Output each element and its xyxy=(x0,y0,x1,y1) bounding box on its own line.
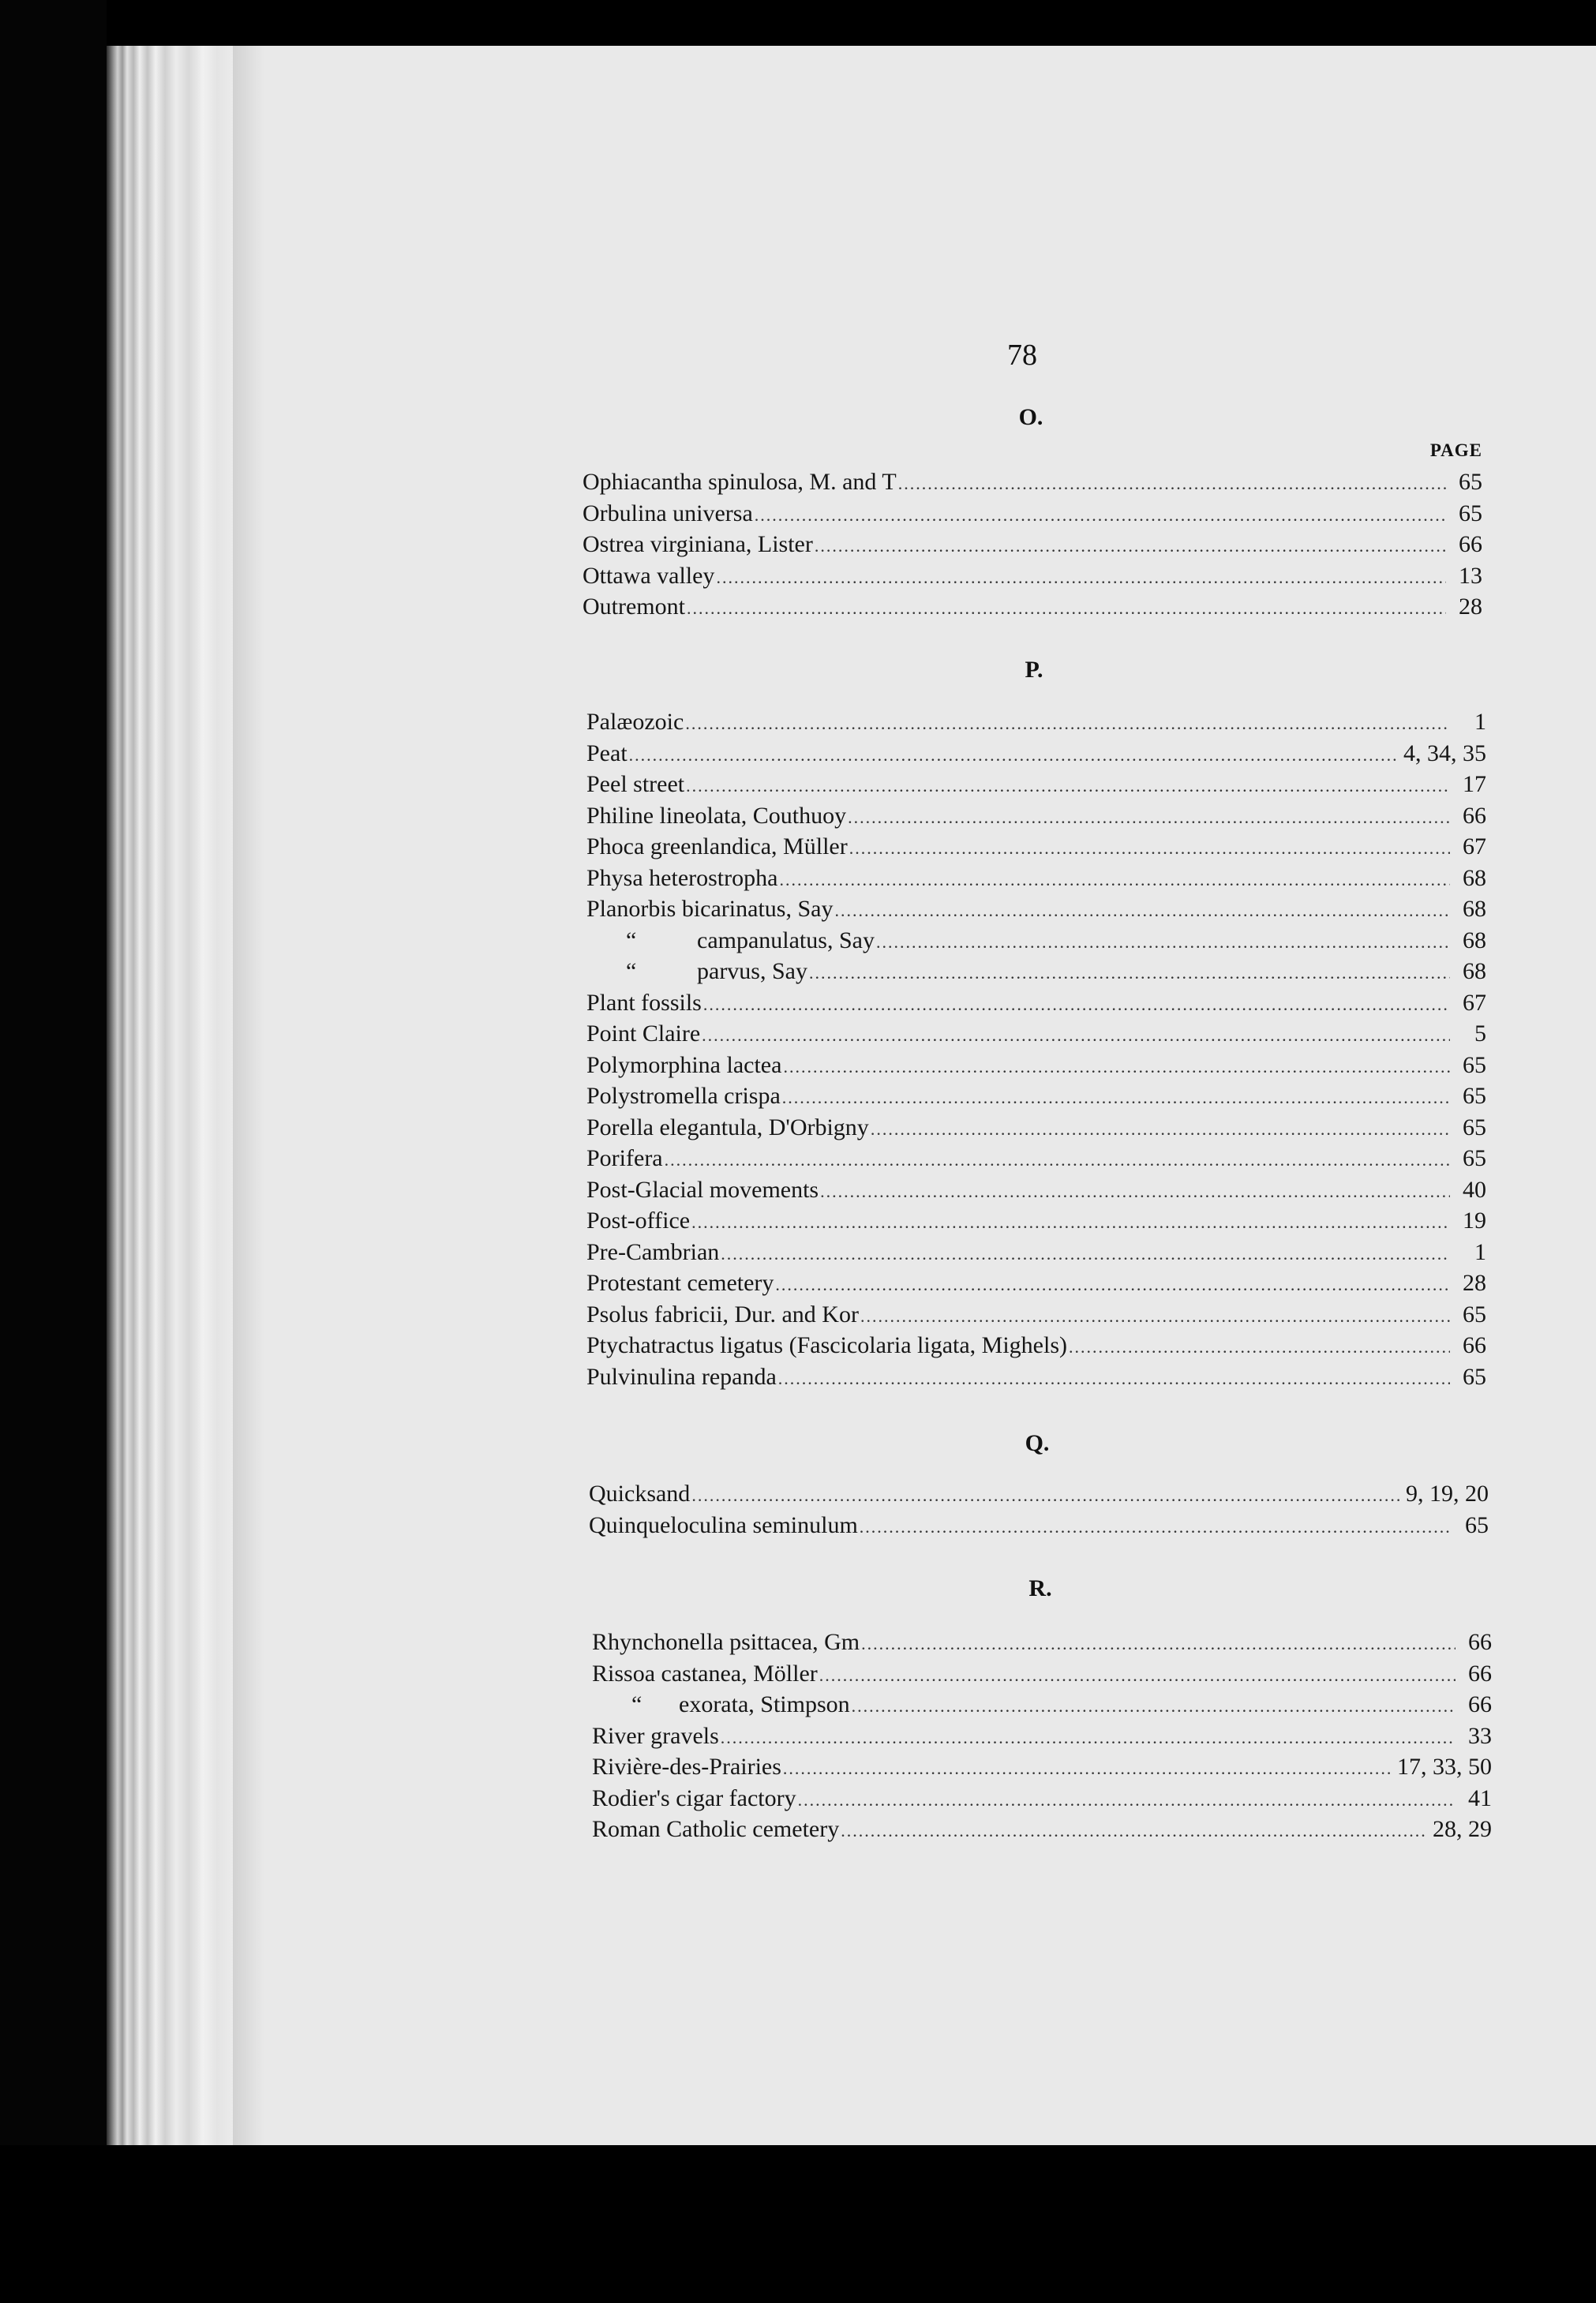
index-entry xyxy=(589,1512,1489,1544)
index-entry xyxy=(583,531,1482,563)
index-entry xyxy=(583,500,1482,532)
entry-name: Psolus fabricii, Dur. and Kor xyxy=(586,1301,859,1328)
index-entry xyxy=(586,1020,1486,1052)
dot-leader xyxy=(861,1634,1456,1654)
entry-pages: 66 xyxy=(1463,802,1486,829)
dot-leader xyxy=(686,776,1450,796)
dot-leader xyxy=(721,1728,1456,1748)
entry-name: Roman Catholic cemetery xyxy=(592,1816,840,1842)
index-entry xyxy=(592,1723,1492,1754)
index-entry xyxy=(586,1177,1486,1208)
entry-name: Phoca greenlandica, Müller xyxy=(586,833,848,859)
dot-leader xyxy=(778,1369,1450,1389)
entry-name: Rivière-des-Prairies xyxy=(592,1754,781,1780)
entry-name: Philine lineolata, Couthuoy xyxy=(586,802,847,829)
entry-pages: 1 xyxy=(1474,1238,1486,1265)
entry-pages: 41 xyxy=(1468,1784,1492,1811)
entry-pages: 66 xyxy=(1468,1691,1492,1717)
entry-name: campanulatus, Say xyxy=(697,927,875,953)
entry-pages: 66 xyxy=(1468,1660,1492,1687)
index-entry xyxy=(586,958,1486,990)
entry-pages: 67 xyxy=(1463,833,1486,859)
entry-pages: 40 xyxy=(1463,1176,1486,1203)
entry-pages: 65 xyxy=(1459,469,1482,495)
entry-pages: 5 xyxy=(1474,1020,1486,1047)
entry-pages: 33 xyxy=(1468,1722,1492,1749)
index-list-o xyxy=(583,469,1482,625)
scan-bottom-border xyxy=(0,2145,1596,2303)
index-entry xyxy=(586,1208,1486,1239)
entry-name: Point Claire xyxy=(586,1020,701,1047)
entry-pages: 9, 19, 20 xyxy=(1406,1481,1489,1507)
dot-leader xyxy=(815,536,1446,556)
dot-leader xyxy=(716,567,1446,588)
index-entry xyxy=(586,833,1486,865)
entry-pages: 66 xyxy=(1468,1629,1492,1655)
entry-pages: 65 xyxy=(1459,500,1482,526)
entry-name: Protestant cemetery xyxy=(586,1270,774,1296)
entry-pages: 28, 29 xyxy=(1433,1816,1492,1842)
entry-pages: 65 xyxy=(1463,1083,1486,1109)
scan-top-border xyxy=(0,0,1596,46)
entry-name: Rhynchonella psittacea, Gm xyxy=(592,1629,860,1655)
entry-pages: 66 xyxy=(1459,531,1482,557)
entry-pages: 68 xyxy=(1463,927,1486,953)
ditto-mark: “ xyxy=(626,927,637,953)
entry-pages: 17 xyxy=(1463,771,1486,797)
index-entry xyxy=(586,771,1486,803)
section-heading-o: O. xyxy=(1018,404,1043,430)
index-entry xyxy=(592,1691,1492,1723)
entry-name: parvus, Say xyxy=(697,958,807,984)
index-entry xyxy=(586,740,1486,772)
index-entry xyxy=(586,896,1486,927)
index-entry xyxy=(583,563,1482,594)
entry-name: Pre-Cambrian xyxy=(586,1238,720,1265)
index-entry xyxy=(586,1114,1486,1146)
index-entry xyxy=(586,1145,1486,1177)
entry-name: exorata, Stimpson xyxy=(679,1691,850,1717)
index-entry xyxy=(586,1301,1486,1333)
entry-pages: 68 xyxy=(1463,896,1486,922)
dot-leader xyxy=(687,598,1446,619)
dot-leader xyxy=(876,932,1450,953)
entry-name: Physa heterostropha xyxy=(586,864,778,891)
index-entry xyxy=(586,927,1486,959)
index-list-r xyxy=(592,1629,1492,1848)
entry-name: Orbulina universa xyxy=(583,500,753,526)
dot-leader xyxy=(783,1758,1392,1779)
entry-name: Peat xyxy=(586,740,628,766)
dot-leader xyxy=(860,1306,1450,1327)
index-entry xyxy=(592,1816,1492,1848)
entry-name-sub xyxy=(592,1691,850,1718)
section-heading-r: R. xyxy=(1028,1575,1052,1601)
dot-leader xyxy=(783,1057,1450,1077)
dot-leader xyxy=(779,870,1450,890)
scan-left-border xyxy=(0,0,107,2303)
index-entry xyxy=(583,469,1482,500)
entry-pages: 66 xyxy=(1463,1332,1486,1358)
entry-name: Ophiacantha spinulosa, M. and T xyxy=(583,469,897,495)
entry-name: Polymorphina lactea xyxy=(586,1051,782,1078)
dot-leader xyxy=(703,994,1450,1015)
dot-leader xyxy=(665,1150,1450,1170)
entry-name: Rissoa castanea, Möller xyxy=(592,1660,818,1687)
entry-pages: 65 xyxy=(1463,1114,1486,1140)
dot-leader xyxy=(852,1696,1456,1717)
dot-leader xyxy=(849,838,1450,859)
dot-leader xyxy=(1069,1337,1450,1357)
dot-leader xyxy=(841,1821,1428,1841)
index-entry xyxy=(586,990,1486,1021)
entry-pages: 65 xyxy=(1463,1051,1486,1078)
section-heading-p: P. xyxy=(1025,657,1043,683)
section-heading-q: Q. xyxy=(1025,1430,1050,1456)
entry-name: Outremont xyxy=(583,594,685,620)
dot-leader xyxy=(721,1244,1450,1264)
entry-name: Polystromella crispa xyxy=(586,1083,781,1109)
entry-name-sub xyxy=(586,927,875,954)
dot-leader xyxy=(691,1212,1450,1233)
book-page-edges xyxy=(107,46,233,2145)
entry-pages: 4, 34, 35 xyxy=(1403,740,1486,766)
index-entry xyxy=(592,1754,1492,1785)
ditto-mark: “ xyxy=(631,1691,643,1717)
index-entry xyxy=(586,865,1486,897)
dot-leader xyxy=(782,1088,1450,1108)
entry-name: Ptychatractus ligatus (Fascicolaria ligata, Mighels) xyxy=(586,1332,1067,1358)
entry-name: Ottawa valley xyxy=(583,562,715,589)
dot-leader xyxy=(848,807,1450,828)
entry-name-sub xyxy=(586,958,807,985)
dot-leader xyxy=(860,1517,1452,1537)
entry-pages: 65 xyxy=(1463,1363,1486,1390)
index-entry xyxy=(583,594,1482,625)
index-entry xyxy=(589,1481,1489,1512)
entry-pages: 17, 33, 50 xyxy=(1397,1754,1492,1780)
entry-name: Quicksand xyxy=(589,1481,691,1507)
dot-leader xyxy=(702,1025,1450,1046)
entry-pages: 28 xyxy=(1463,1270,1486,1296)
entry-pages: 65 xyxy=(1463,1301,1486,1328)
page-gutter-shadow xyxy=(233,46,264,2145)
dot-leader xyxy=(819,1665,1456,1686)
entry-name: Porella elegantula, D'Orbigny xyxy=(586,1114,869,1140)
index-entry xyxy=(586,1332,1486,1364)
entry-pages: 1 xyxy=(1474,709,1486,735)
entry-pages: 19 xyxy=(1463,1208,1486,1234)
dot-leader xyxy=(834,901,1450,921)
dot-leader xyxy=(898,474,1446,494)
dot-leader xyxy=(809,963,1450,983)
dot-leader xyxy=(775,1275,1450,1295)
dot-leader xyxy=(629,745,1399,766)
entry-name: Quinqueloculina seminulum xyxy=(589,1511,858,1538)
entry-pages: 68 xyxy=(1463,958,1486,984)
index-entry xyxy=(586,1364,1486,1395)
entry-name: Porifera xyxy=(586,1145,663,1171)
index-entry xyxy=(592,1785,1492,1817)
entry-name: Ostrea virginiana, Lister xyxy=(583,531,813,557)
index-list-q xyxy=(589,1481,1489,1543)
index-entry xyxy=(586,1052,1486,1084)
entry-pages: 65 xyxy=(1463,1145,1486,1171)
index-entry xyxy=(586,1270,1486,1301)
entry-name: Planorbis bicarinatus, Say xyxy=(586,896,834,922)
index-entry xyxy=(586,1083,1486,1114)
entry-pages: 68 xyxy=(1463,864,1486,891)
entry-name: Plant fossils xyxy=(586,989,702,1016)
index-entry xyxy=(586,803,1486,834)
dot-leader xyxy=(755,505,1446,526)
index-list-p xyxy=(586,709,1486,1395)
entry-name: Peel street xyxy=(586,771,685,797)
index-entry xyxy=(592,1661,1492,1692)
dot-leader xyxy=(685,713,1450,734)
entry-name: Post-Glacial movements xyxy=(586,1176,819,1203)
entry-name: Post-office xyxy=(586,1208,691,1234)
entry-pages: 65 xyxy=(1465,1511,1489,1538)
index-entry xyxy=(586,1239,1486,1271)
dot-leader xyxy=(691,1485,1401,1506)
entry-name: Rodier's cigar factory xyxy=(592,1784,796,1811)
entry-pages: 13 xyxy=(1459,562,1482,589)
dot-leader xyxy=(871,1119,1450,1140)
index-entry xyxy=(586,709,1486,740)
entry-name: River gravels xyxy=(592,1722,719,1749)
entry-pages: 67 xyxy=(1463,989,1486,1016)
page-number: 78 xyxy=(1007,339,1037,372)
ditto-mark: “ xyxy=(626,958,637,984)
entry-name: Pulvinulina repanda xyxy=(586,1363,777,1390)
dot-leader xyxy=(798,1790,1456,1811)
dot-leader xyxy=(820,1181,1450,1202)
page-column-header: PAGE xyxy=(1429,440,1482,460)
index-entry xyxy=(592,1629,1492,1661)
entry-pages: 28 xyxy=(1459,594,1482,620)
entry-name: Palæozoic xyxy=(586,709,684,735)
